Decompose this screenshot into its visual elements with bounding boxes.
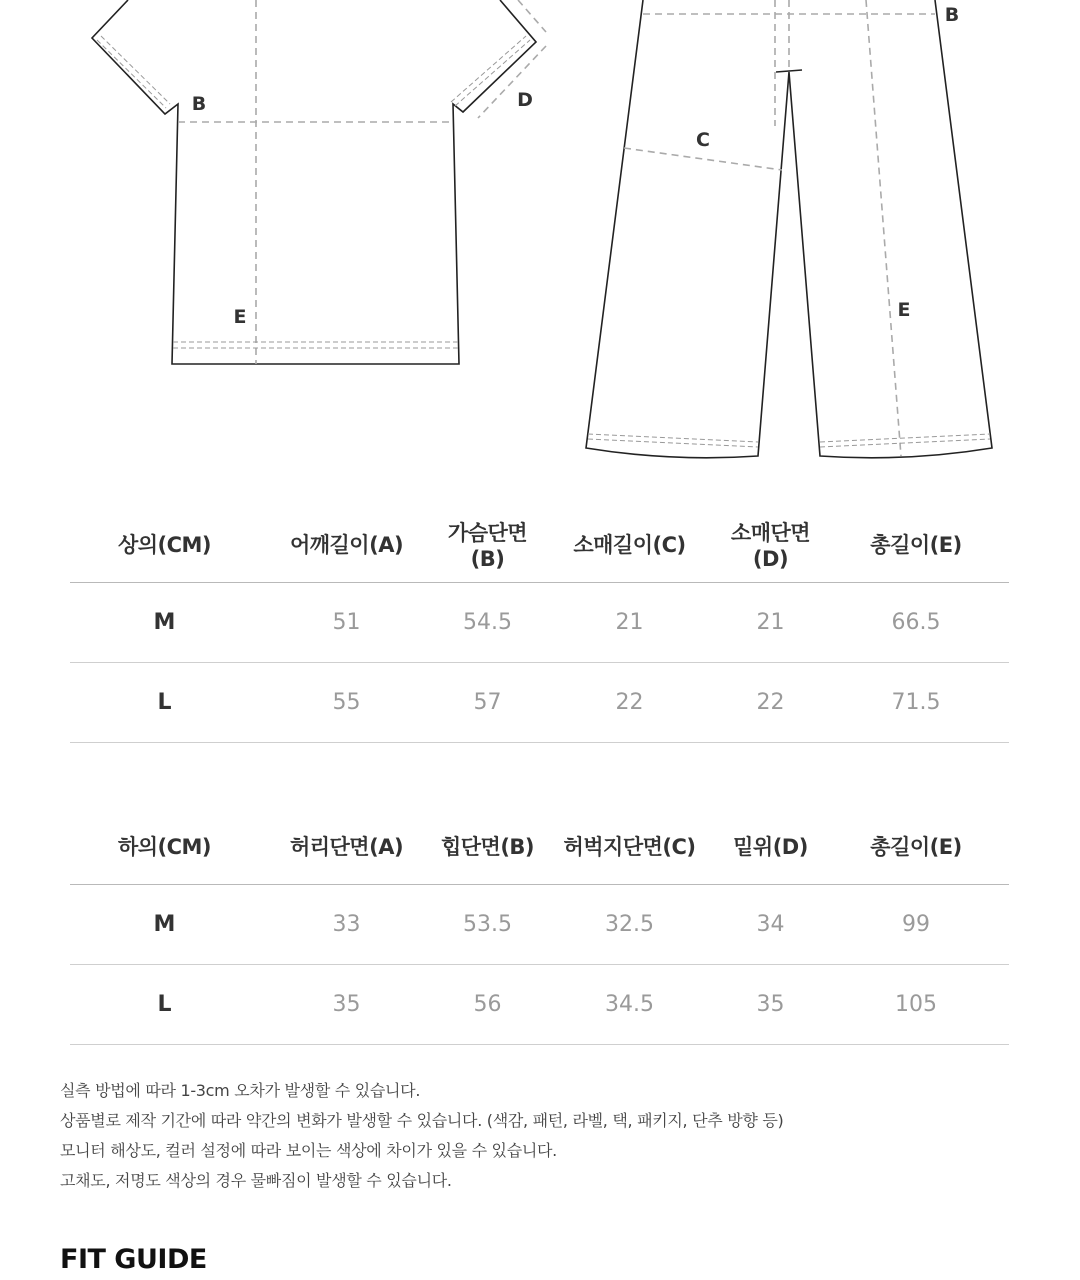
table-row: [70, 583, 1009, 663]
note-item: 실측 방법에 따라 1-3cm 오차가 발생할 수 있습니다.: [60, 1081, 421, 1100]
value-cell: 55: [259, 663, 434, 743]
value-cell: 54.5: [434, 583, 541, 663]
value-cell: 22: [718, 663, 823, 743]
top-label-d: D: [517, 89, 533, 111]
note-item: 상품별로 제작 기간에 따라 약간의 변화가 발생할 수 있습니다. (색감, 패턴, 라벨, 택, 패키지, 단추 방향 등): [60, 1111, 784, 1130]
header-waist: 허리단면(A): [259, 807, 434, 885]
table-row: [70, 965, 1009, 1045]
value-cell: 51: [259, 583, 434, 663]
top-stitch-lines: [97, 36, 530, 348]
value-cell: 34.5: [541, 965, 718, 1045]
table-row: [70, 663, 1009, 743]
value-cell: 33: [259, 885, 434, 965]
header-hip: 힙단면(B): [434, 807, 541, 885]
header-category: 하의(CM): [70, 807, 259, 885]
size-cell: L: [70, 663, 259, 743]
value-cell: 34: [718, 885, 823, 965]
header-total-length: 총길이(E): [823, 505, 1009, 583]
measurement-diagrams: [0, 0, 1080, 480]
header-chest: 가슴단면(B): [434, 505, 541, 583]
bottom-garment-diagram: [586, 0, 992, 458]
value-cell: 35: [718, 965, 823, 1045]
size-cell: M: [70, 885, 259, 965]
header-category: 상의(CM): [70, 505, 259, 583]
value-cell: 71.5: [823, 663, 1009, 743]
header-thigh: 허벅지단면(C): [541, 807, 718, 885]
top-size-table: [70, 505, 1009, 743]
header-shoulder: 어깨길이(A): [259, 505, 434, 583]
bottom-stitch-lines: [588, 434, 990, 447]
value-cell: 21: [541, 583, 718, 663]
size-cell: L: [70, 965, 259, 1045]
value-cell: 105: [823, 965, 1009, 1045]
notes-list: [60, 1076, 783, 1196]
value-cell: 56: [434, 965, 541, 1045]
top-garment-diagram: [92, 0, 536, 364]
table-header-row: [70, 807, 1009, 885]
header-sleeve-length: 소매길이(C): [541, 505, 718, 583]
header-rise: 밑위(D): [718, 807, 823, 885]
table-header-row: [70, 505, 1009, 583]
value-cell: 53.5: [434, 885, 541, 965]
value-cell: 57: [434, 663, 541, 743]
value-cell: 32.5: [541, 885, 718, 965]
value-cell: 35: [259, 965, 434, 1045]
header-sleeve-width: 소매단면(D): [718, 505, 823, 583]
value-cell: 22: [541, 663, 718, 743]
size-cell: M: [70, 583, 259, 663]
fit-guide-title: FIT GUIDE: [60, 1244, 207, 1275]
value-cell: 99: [823, 885, 1009, 965]
bottom-label-b: B: [944, 4, 960, 26]
header-total-length: 총길이(E): [823, 807, 1009, 885]
value-cell: 66.5: [823, 583, 1009, 663]
bottom-label-c: C: [696, 129, 710, 151]
bottom-label-e: E: [897, 299, 911, 321]
table-row: [70, 885, 1009, 965]
top-label-b: B: [191, 93, 207, 115]
top-label-e: E: [233, 306, 247, 328]
value-cell: 21: [718, 583, 823, 663]
bottom-measure-lines: [624, 0, 935, 456]
note-item: 고채도, 저명도 색상의 경우 물빠짐이 발생할 수 있습니다.: [60, 1171, 452, 1190]
bottom-size-table: [70, 807, 1009, 1045]
note-item: 모니터 해상도, 컬러 설정에 따라 보이는 색상에 차이가 있을 수 있습니다.: [60, 1141, 557, 1160]
